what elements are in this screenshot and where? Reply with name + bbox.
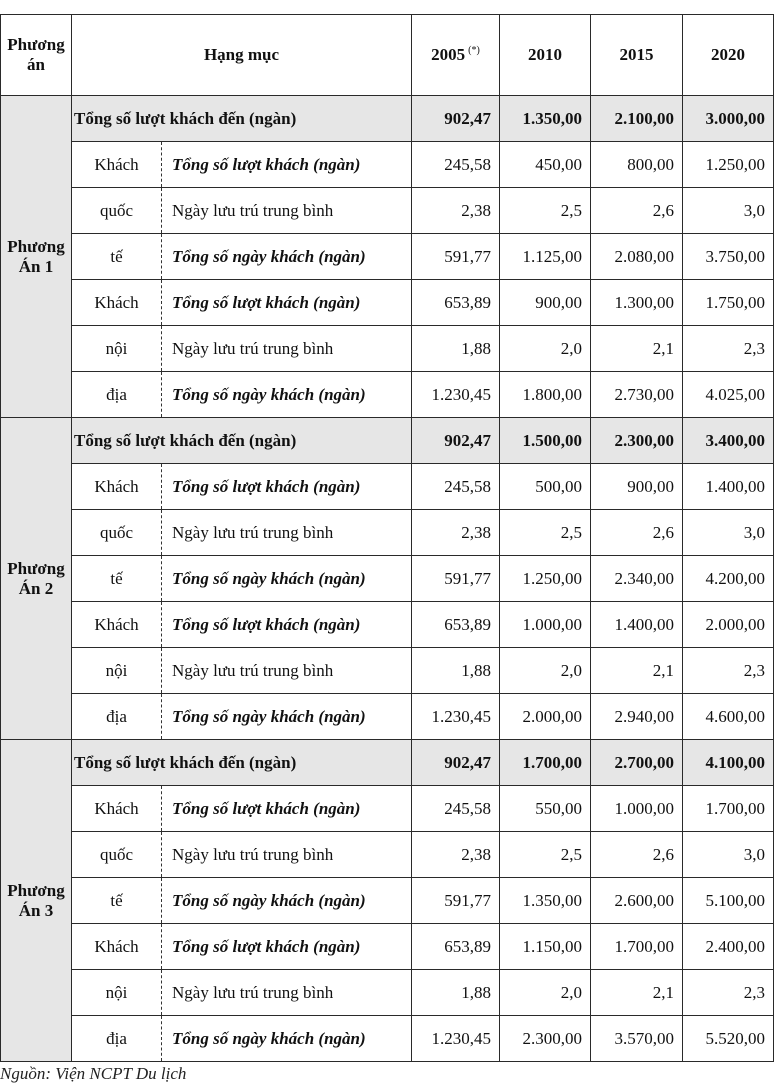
international-row: [1, 510, 774, 556]
cell-value: 591,77: [412, 556, 500, 602]
international-row: [1, 878, 774, 924]
total-value: 2.700,00: [591, 740, 683, 786]
cell-value: 1.700,00: [683, 786, 774, 832]
total-value: 3.400,00: [683, 418, 774, 464]
cell-value: 900,00: [591, 464, 683, 510]
header-item: Hạng mục: [72, 15, 412, 96]
cell-value: 653,89: [412, 280, 500, 326]
item-label: Tổng số ngày khách (ngàn): [162, 556, 412, 602]
domestic-category-label: nội: [72, 326, 162, 372]
total-value: 902,47: [412, 418, 500, 464]
cell-value: 4.200,00: [683, 556, 774, 602]
cell-value: 1.700,00: [591, 924, 683, 970]
international-row: [1, 142, 774, 188]
domestic-category-label: nội: [72, 648, 162, 694]
cell-value: 2,1: [591, 970, 683, 1016]
header-plan: Phương án: [1, 15, 72, 96]
cell-value: 4.600,00: [683, 694, 774, 740]
cell-value: 2,0: [500, 970, 591, 1016]
cell-value: 1.000,00: [591, 786, 683, 832]
international-category-label: Khách: [72, 142, 162, 188]
item-label: Ngày lưu trú trung bình: [162, 970, 412, 1016]
item-label: Tổng số lượt khách (ngàn): [162, 464, 412, 510]
cell-value: 2.730,00: [591, 372, 683, 418]
cell-value: 2.940,00: [591, 694, 683, 740]
cell-value: 2.340,00: [591, 556, 683, 602]
cell-value: 2,6: [591, 188, 683, 234]
cell-value: 1,88: [412, 970, 500, 1016]
total-value: 902,47: [412, 740, 500, 786]
international-row: [1, 832, 774, 878]
cell-value: 1.800,00: [500, 372, 591, 418]
cell-value: 2,1: [591, 326, 683, 372]
cell-value: 1.230,45: [412, 1016, 500, 1062]
plan-label-line1: Phương: [7, 236, 65, 256]
cell-value: 2,38: [412, 832, 500, 878]
cell-value: 653,89: [412, 602, 500, 648]
item-label: Tổng số lượt khách (ngàn): [162, 142, 412, 188]
domestic-row: [1, 648, 774, 694]
item-label: Tổng số ngày khách (ngàn): [162, 694, 412, 740]
cell-value: 500,00: [500, 464, 591, 510]
plan-label-line1: Phương: [7, 558, 65, 578]
cell-value: 2,38: [412, 510, 500, 556]
cell-value: 3,0: [683, 188, 774, 234]
domestic-category-label: Khách: [72, 924, 162, 970]
cell-value: 1,88: [412, 326, 500, 372]
domestic-row: [1, 372, 774, 418]
total-value: 2.300,00: [591, 418, 683, 464]
cell-value: 653,89: [412, 924, 500, 970]
cell-value: 2.000,00: [683, 602, 774, 648]
cell-value: 4.025,00: [683, 372, 774, 418]
plan-total-row: [1, 418, 774, 464]
cell-value: 2.400,00: [683, 924, 774, 970]
source-note: Nguồn: Viện NCPT Du lịch: [0, 1064, 187, 1083]
cell-value: 2,5: [500, 188, 591, 234]
cell-value: 3,0: [683, 832, 774, 878]
item-label: Ngày lưu trú trung bình: [162, 326, 412, 372]
domestic-category-label: Khách: [72, 280, 162, 326]
cell-value: 591,77: [412, 878, 500, 924]
domestic-category-label: địa: [72, 372, 162, 418]
international-category-label: tế: [72, 556, 162, 602]
plan-total-row: [1, 96, 774, 142]
cell-value: 2,0: [500, 648, 591, 694]
item-label: Tổng số lượt khách (ngàn): [162, 924, 412, 970]
cell-value: 2,6: [591, 832, 683, 878]
domestic-row: [1, 280, 774, 326]
cell-value: 2,5: [500, 832, 591, 878]
domestic-row: [1, 326, 774, 372]
cell-value: 1,88: [412, 648, 500, 694]
cell-value: 2.080,00: [591, 234, 683, 280]
header-2015: 2015: [591, 15, 683, 96]
cell-value: 550,00: [500, 786, 591, 832]
cell-value: 800,00: [591, 142, 683, 188]
cell-value: 1.350,00: [500, 878, 591, 924]
domestic-row: [1, 602, 774, 648]
cell-value: 245,58: [412, 464, 500, 510]
international-row: [1, 234, 774, 280]
plan-total-row: [1, 740, 774, 786]
domestic-row: [1, 970, 774, 1016]
international-category-label: quốc: [72, 510, 162, 556]
cell-value: 245,58: [412, 786, 500, 832]
cell-value: 1.230,45: [412, 694, 500, 740]
total-label: Tổng số lượt khách đến (ngàn): [72, 96, 412, 142]
item-label: Ngày lưu trú trung bình: [162, 832, 412, 878]
cell-value: 2,3: [683, 970, 774, 1016]
international-row: [1, 188, 774, 234]
cell-value: 1.230,45: [412, 372, 500, 418]
total-value: 1.350,00: [500, 96, 591, 142]
international-category-label: Khách: [72, 464, 162, 510]
cell-value: 245,58: [412, 142, 500, 188]
cell-value: 2,6: [591, 510, 683, 556]
item-label: Ngày lưu trú trung bình: [162, 510, 412, 556]
domestic-row: [1, 924, 774, 970]
international-category-label: Khách: [72, 786, 162, 832]
item-label: Tổng số lượt khách (ngàn): [162, 280, 412, 326]
total-value: 1.500,00: [500, 418, 591, 464]
cell-value: 450,00: [500, 142, 591, 188]
domestic-row: [1, 1016, 774, 1062]
cell-value: 1.400,00: [683, 464, 774, 510]
item-label: Ngày lưu trú trung bình: [162, 188, 412, 234]
cell-value: 1.250,00: [683, 142, 774, 188]
cell-value: 1.750,00: [683, 280, 774, 326]
cell-value: 2.300,00: [500, 1016, 591, 1062]
total-value: 4.100,00: [683, 740, 774, 786]
cell-value: 2.600,00: [591, 878, 683, 924]
cell-value: 3.750,00: [683, 234, 774, 280]
domestic-category-label: địa: [72, 1016, 162, 1062]
cell-value: 2,0: [500, 326, 591, 372]
forecast-table: [0, 14, 774, 1062]
plan-label-line1: Phương: [7, 880, 65, 900]
total-label: Tổng số lượt khách đến (ngàn): [72, 418, 412, 464]
plan-label-line2: Án 1: [18, 256, 54, 276]
cell-value: 1.125,00: [500, 234, 591, 280]
item-label: Tổng số lượt khách (ngàn): [162, 602, 412, 648]
header-2005-note: (*): [468, 45, 480, 57]
cell-value: 3.570,00: [591, 1016, 683, 1062]
total-value: 2.100,00: [591, 96, 683, 142]
total-value: 902,47: [412, 96, 500, 142]
cell-value: 2,3: [683, 648, 774, 694]
plan-label-line2: Án 3: [18, 900, 54, 920]
cell-value: 2,5: [500, 510, 591, 556]
international-category-label: quốc: [72, 188, 162, 234]
domestic-category-label: nội: [72, 970, 162, 1016]
plan-label: [1, 740, 72, 1062]
cell-value: 2,3: [683, 326, 774, 372]
plan-label: [1, 418, 72, 740]
item-label: Tổng số ngày khách (ngàn): [162, 372, 412, 418]
domestic-row: [1, 694, 774, 740]
header-2005: 2005 (*): [412, 15, 500, 96]
header-2020: 2020: [683, 15, 774, 96]
total-label: Tổng số lượt khách đến (ngàn): [72, 740, 412, 786]
international-row: [1, 786, 774, 832]
international-category-label: tế: [72, 234, 162, 280]
item-label: Tổng số ngày khách (ngàn): [162, 1016, 412, 1062]
total-value: 3.000,00: [683, 96, 774, 142]
cell-value: 2.000,00: [500, 694, 591, 740]
cell-value: 1.250,00: [500, 556, 591, 602]
item-label: Tổng số ngày khách (ngàn): [162, 234, 412, 280]
plan-label: [1, 96, 72, 418]
cell-value: 1.400,00: [591, 602, 683, 648]
item-label: Ngày lưu trú trung bình: [162, 648, 412, 694]
cell-value: 5.100,00: [683, 878, 774, 924]
domestic-category-label: địa: [72, 694, 162, 740]
header-2010: 2010: [500, 15, 591, 96]
cell-value: 1.000,00: [500, 602, 591, 648]
cell-value: 5.520,00: [683, 1016, 774, 1062]
cell-value: 3,0: [683, 510, 774, 556]
item-label: Tổng số ngày khách (ngàn): [162, 878, 412, 924]
international-row: [1, 464, 774, 510]
total-value: 1.700,00: [500, 740, 591, 786]
cell-value: 591,77: [412, 234, 500, 280]
cell-value: 1.150,00: [500, 924, 591, 970]
cell-value: 2,1: [591, 648, 683, 694]
cell-value: 1.300,00: [591, 280, 683, 326]
international-category-label: quốc: [72, 832, 162, 878]
header-row: [1, 15, 774, 96]
international-row: [1, 556, 774, 602]
cell-value: 2,38: [412, 188, 500, 234]
international-category-label: tế: [72, 878, 162, 924]
domestic-category-label: Khách: [72, 602, 162, 648]
plan-label-line2: Án 2: [18, 578, 54, 598]
cell-value: 900,00: [500, 280, 591, 326]
item-label: Tổng số lượt khách (ngàn): [162, 786, 412, 832]
